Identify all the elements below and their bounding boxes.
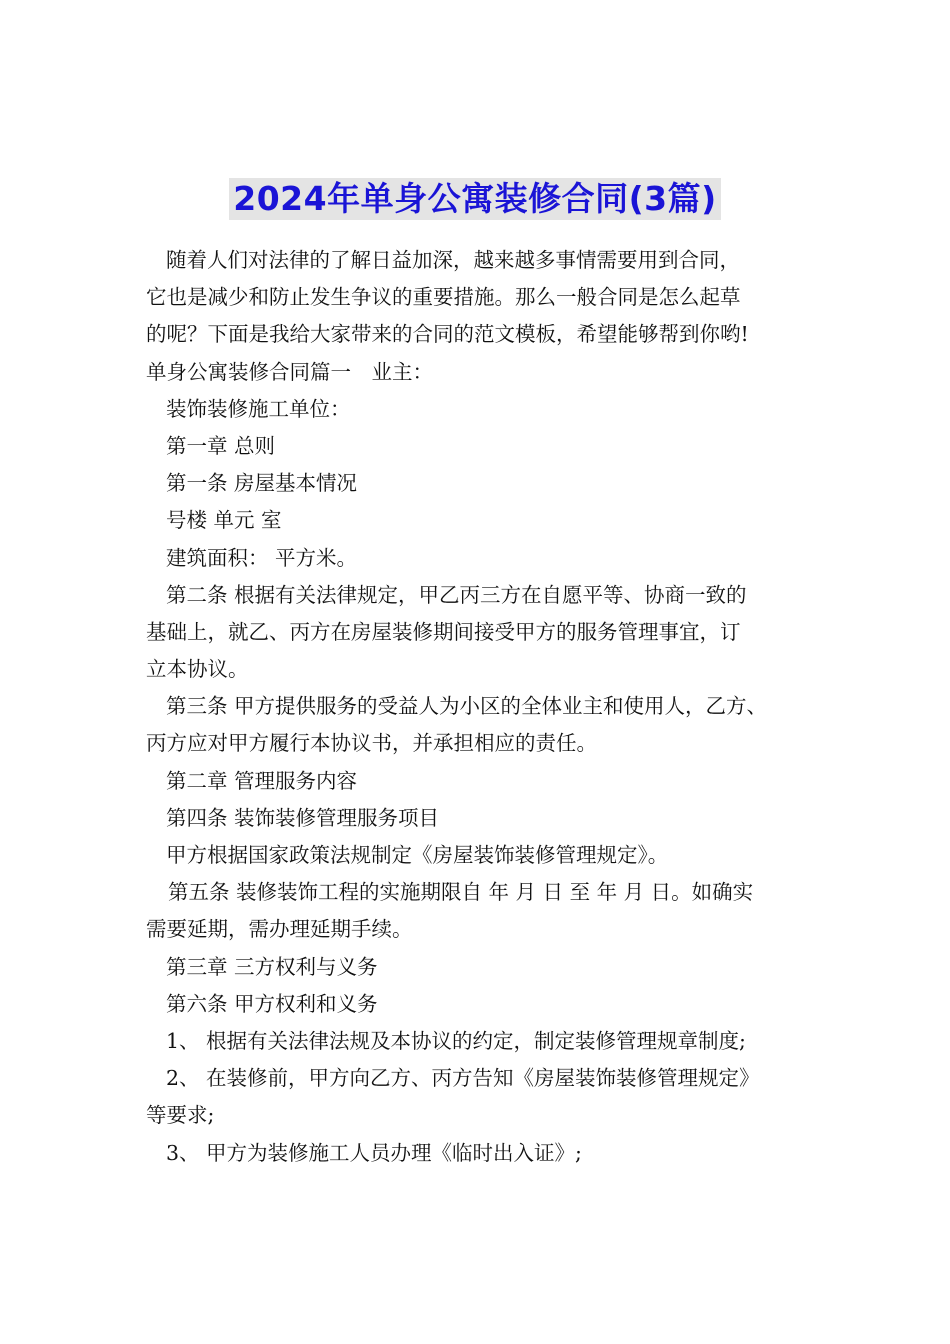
paragraph-line: 装饰装修施工单位： <box>166 396 351 421</box>
paragraph-line: 立本协议。 <box>146 657 249 682</box>
document-body <box>146 242 816 1172</box>
paragraph-line: 甲方根据国家政策法规制定《房屋装饰装修管理规定》。 <box>166 843 669 867</box>
section-heading-line: 单身公寓装修合同篇一 业主： <box>146 359 433 384</box>
article-heading: 第六条 甲方权利和义务 <box>166 991 378 1016</box>
chapter-heading: 第三章 三方权利与义务 <box>166 954 378 979</box>
list-item: 3、 甲方为装修施工人员办理《临时出入证》; <box>166 1140 582 1165</box>
chapter-heading: 第二章 管理服务内容 <box>166 768 358 793</box>
article-line: 第三条 甲方提供服务的受益人为小区的全体业主和使用人，乙方、 <box>166 694 768 719</box>
document-title: 2024年单身公寓装修合同(3篇) <box>229 178 720 220</box>
paragraph-line: 随着人们对法律的了解日益加深，越来越多事情需要用到合同， <box>166 248 740 272</box>
paragraph-line: 号楼 单元 室 <box>166 508 282 533</box>
paragraph-line: 等要求; <box>146 1103 215 1128</box>
title-container <box>0 178 950 220</box>
list-item: 2、 在装修前，甲方向乙方、丙方告知《房屋装饰装修管理规定》 <box>166 1066 760 1091</box>
article-line: 第二条 根据有关法律规定，甲乙丙三方在自愿平等、协商一致的 <box>166 582 747 607</box>
paragraph-line: 丙方应对甲方履行本协议书，并承担相应的责任。 <box>146 731 597 756</box>
paragraph-line: 的呢？下面是我给大家带来的合同的范文模板，希望能够帮到你哟! <box>146 322 749 347</box>
paragraph-line: 它也是减少和防止发生争议的重要措施。那么一般合同是怎么起草 <box>146 285 741 310</box>
article-line: 第五条 装修装饰工程的实施期限自 年 月 日 至 年 月 日。如确实 <box>168 880 754 905</box>
article-heading: 第一条 房屋基本情况 <box>166 471 358 496</box>
paragraph-line: 需要延期，需办理延期手续。 <box>146 917 413 942</box>
list-item: 1、 根据有关法律法规及本协议的约定，制定装修管理规章制度; <box>166 1028 746 1053</box>
chapter-heading: 第一章 总则 <box>166 433 276 458</box>
paragraph-line: 基础上，就乙、丙方在房屋装修期间接受甲方的服务管理事宜，订 <box>146 619 741 644</box>
article-heading: 第四条 装饰装修管理服务项目 <box>166 805 440 830</box>
paragraph-line: 建筑面积： 平方米。 <box>166 545 358 570</box>
